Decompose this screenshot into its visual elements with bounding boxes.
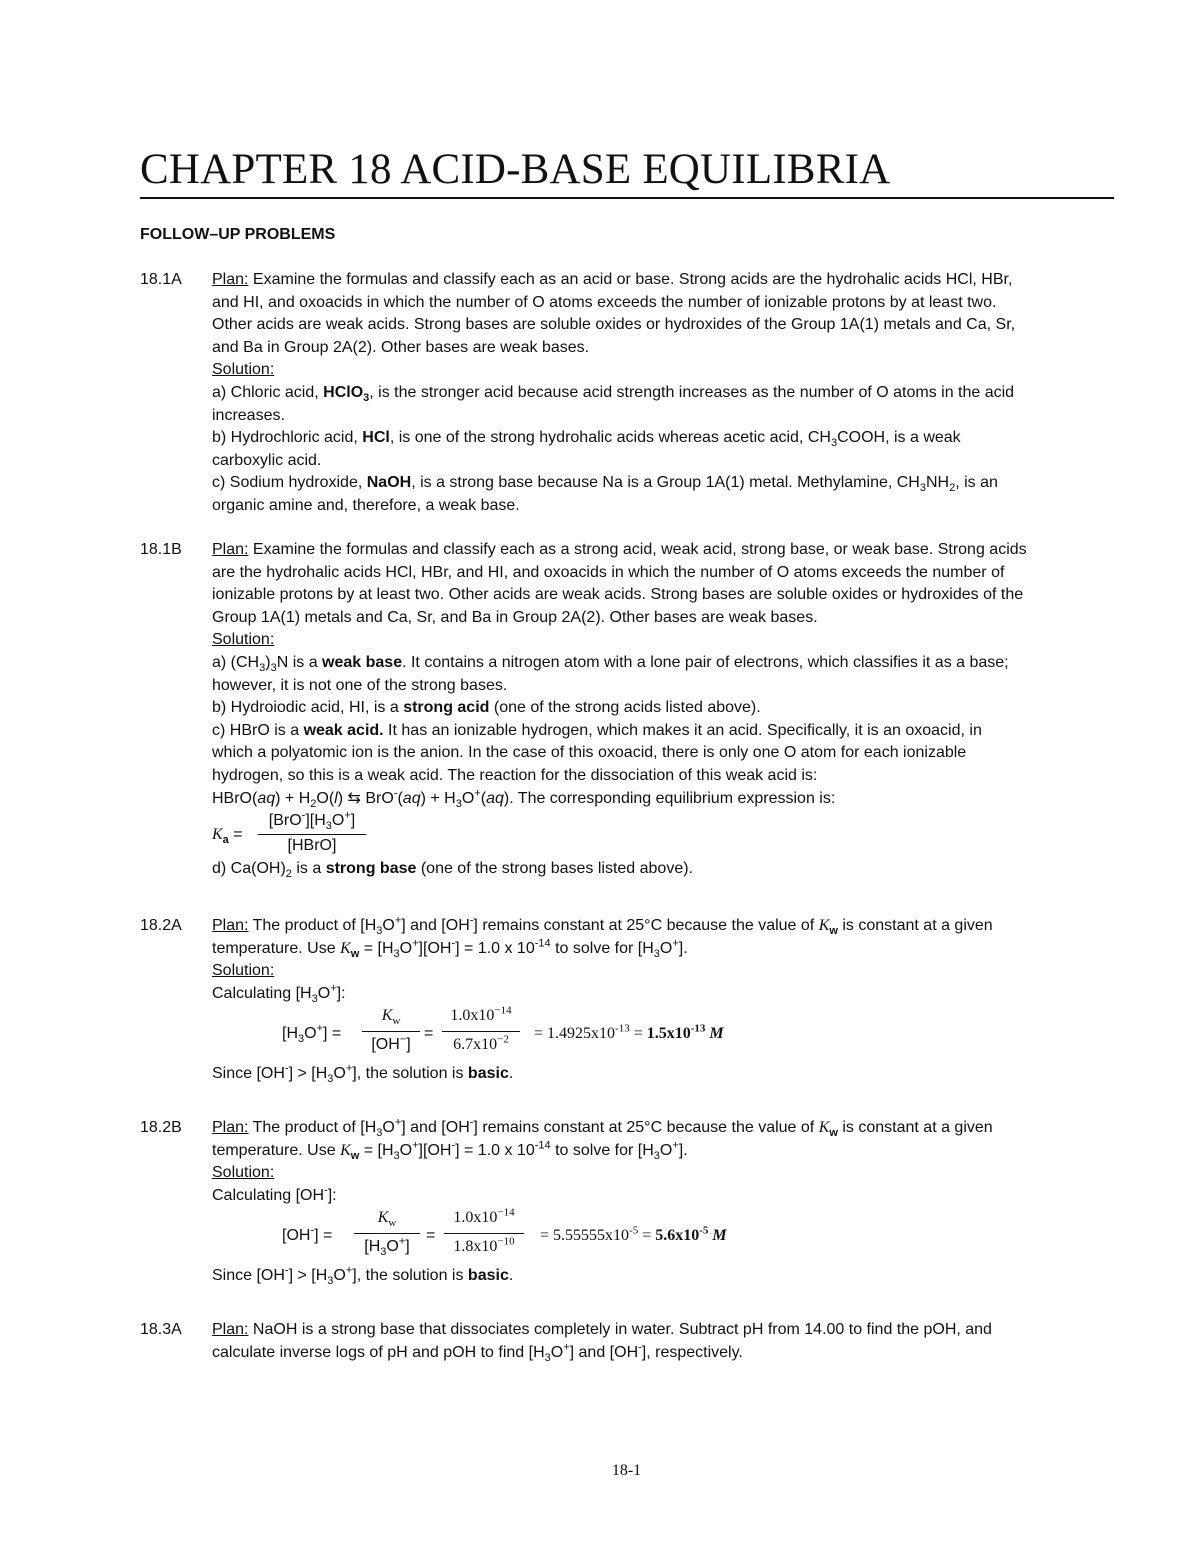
answer-c-cont: hydrogen, so this is a weak acid. The reaction for the dissociation of this weak acid is: — [212, 766, 818, 784]
plan-line — [212, 1319, 1115, 1342]
plan-text: ] remains constant at 25°C because the value of — [473, 1119, 819, 1136]
calculating-line — [212, 1185, 1115, 1208]
plan-line: Group 1A(1) metals and Ca, Sr, and Ba in Group 2A(2). Other bases are weak bases. — [212, 608, 818, 626]
plan-text: O — [659, 939, 673, 957]
answer-text: (one of the strong bases listed above). — [416, 860, 693, 878]
since-text: ] > [H — [288, 1267, 328, 1285]
plan-line — [212, 915, 1115, 938]
reaction-equation — [212, 788, 1115, 811]
superscript: −14 — [494, 1005, 512, 1018]
answer-text: . It contains a nitrogen atom with a lone pair of electrons, which classifies it as a base; — [402, 653, 1009, 671]
superscript: -14 — [534, 1139, 551, 1152]
kw-fraction — [354, 1207, 420, 1258]
reaction-text: ) — [337, 789, 348, 807]
problem-body — [212, 269, 1115, 518]
equation-lhs — [282, 1225, 332, 1248]
superscript: + — [412, 1139, 419, 1152]
answer-text: NH — [925, 474, 950, 492]
unit: M — [712, 1227, 727, 1245]
conclusion: basic — [467, 1065, 509, 1083]
since-text: ] > [H — [288, 1065, 328, 1083]
superscript: + — [563, 1341, 570, 1354]
eq-text: ] = — [314, 1227, 333, 1245]
superscript: - — [451, 937, 456, 950]
answer-text: c) HBrO is a — [212, 721, 304, 739]
eq-text: = 1.4925x10 — [534, 1025, 616, 1043]
answer-text: b) Hydroiodic acid, HI, is a — [212, 699, 404, 717]
answer-text: b) Hydrochloric acid, — [212, 429, 363, 447]
equilibrium-arrow-icon: ⇆ — [347, 789, 361, 807]
fraction-numerator — [362, 1005, 420, 1031]
since-text: Since [OH — [212, 1267, 285, 1285]
calc-text: Calculating [OH — [212, 1186, 325, 1204]
answer-c — [212, 720, 1115, 743]
superscript: − — [399, 1033, 407, 1046]
answer-a-cont: increases. — [212, 406, 285, 424]
superscript: - — [284, 1265, 289, 1278]
ka-num-text: ][H — [305, 812, 326, 830]
h3o-equation — [212, 1005, 1115, 1063]
plan-line — [212, 1117, 1115, 1140]
fraction-denominator — [442, 1031, 520, 1057]
answer-text: a) Chloric acid, — [212, 383, 324, 401]
since-text: O — [333, 1267, 346, 1285]
superscript: + — [345, 1063, 353, 1076]
subscript: w — [388, 1217, 397, 1230]
equals-sign: = — [426, 1227, 436, 1245]
ka-num-text: O — [331, 812, 345, 830]
plan-label: Plan: — [212, 1321, 249, 1338]
final-answer: 1.5x10 — [646, 1025, 691, 1043]
fraction-denominator — [444, 1233, 524, 1259]
problem-number: 18.2B — [140, 1119, 182, 1136]
plan-text: is constant at a given — [837, 1119, 993, 1136]
problem-18-3a — [140, 1319, 1115, 1364]
ka-lhs — [212, 824, 243, 847]
superscript: −10 — [497, 1235, 515, 1248]
subscript: 2 — [285, 868, 292, 881]
answer-text: , is an — [955, 474, 998, 492]
plan-line: are the hydrohalic acids HCl, HBr, and HI, and oxoacids in which the number of O atoms exceeds the number of — [212, 563, 1005, 581]
subscript: a — [222, 834, 229, 847]
superscript: - — [301, 809, 306, 822]
eq-text: O — [304, 1025, 317, 1043]
plan-text: to solve for [H — [550, 1141, 654, 1159]
subscript: 3 — [270, 662, 277, 675]
calc-text: ]: — [336, 984, 346, 1002]
plan-line: and HI, and oxoacids in which the number of O atoms exceeds the number of ionizable protons by at least two. — [212, 293, 997, 311]
plan-text: ][OH — [418, 1141, 452, 1159]
answer-text: It has an ionizable hydrogen, which makes it an acid. Specifically, it is an oxoacid, in — [383, 721, 982, 739]
plan-text: The product of [H — [248, 917, 377, 934]
answer-text: COOH, is a weak — [837, 429, 961, 447]
superscript: + — [316, 1023, 324, 1036]
fraction-denominator — [354, 1233, 420, 1259]
ka-num-text: [BrO — [268, 812, 302, 830]
subscript: 2 — [949, 482, 956, 495]
plan-text: The product of [H — [248, 1119, 377, 1136]
subscript: 3 — [363, 392, 370, 405]
subscript: 3 — [376, 1127, 383, 1140]
equals-sign: = — [228, 826, 243, 844]
subscript: 3 — [380, 1246, 387, 1259]
plan-text: ]. — [678, 1141, 688, 1159]
superscript: - — [310, 1225, 315, 1238]
eq-text: [H — [282, 1025, 298, 1043]
plan-text: ] and [OH — [401, 917, 470, 934]
chapter-title: CHAPTER 18 ACID-BASE EQUILIBRIA — [140, 146, 891, 193]
ka-denominator: [HBrO] — [287, 836, 337, 854]
reaction-text: ) + H — [420, 789, 456, 807]
equation-result — [540, 1225, 727, 1248]
title-rule — [140, 197, 1114, 199]
answer-a — [212, 382, 1115, 405]
answer-c-cont: which a polyatomic ion is the anion. In the case of this oxoacid, there is only one O atom for each ionizable — [212, 744, 967, 762]
plan-line — [212, 1140, 1115, 1163]
superscript: -14 — [534, 937, 551, 950]
subscript: 3 — [298, 1033, 305, 1046]
since-text: O — [333, 1065, 346, 1083]
plan-text: ]. — [678, 939, 688, 957]
reaction-text: O( — [316, 789, 335, 807]
problem-18-2a — [140, 915, 1115, 1086]
solution-label: Solution: — [212, 962, 275, 980]
answer-text: is a — [291, 860, 326, 878]
superscript: −14 — [497, 1207, 515, 1220]
ka-expression — [212, 810, 1115, 858]
plan-line: and Ba in Group 2A(2). Other bases are weak bases. — [212, 338, 590, 356]
plan-line: ionizable protons by at least two. Other acids are weak acids. Strong bases are soluble oxides or hydroxides of the — [212, 586, 1024, 604]
eq-text: ] = — [323, 1025, 342, 1043]
plan-text: ], respectively. — [641, 1343, 743, 1361]
formula: NaOH — [366, 474, 412, 492]
fraction-numerator — [444, 1207, 524, 1233]
answer-text: a) (CH — [212, 653, 260, 671]
plan-text: O — [382, 917, 395, 934]
since-text: . — [508, 1267, 514, 1285]
ka-symbol: K — [212, 826, 223, 844]
plan-text: ] and [OH — [401, 1119, 470, 1136]
subscript: 3 — [919, 482, 926, 495]
calc-text: O — [317, 984, 331, 1002]
state: aq — [257, 789, 276, 807]
subscript: 2 — [310, 797, 317, 810]
answer-text: , is a strong base because Na is a Group 1A(1) metal. Methylamine, CH — [411, 474, 920, 492]
reaction-text: ). The corresponding equilibrium expression is: — [503, 789, 836, 807]
ka-fraction — [258, 810, 366, 857]
problem-body — [212, 1319, 1115, 1364]
oh-equation — [212, 1207, 1115, 1265]
subscript: 3 — [376, 925, 383, 938]
plan-line — [212, 539, 1115, 562]
plan-line — [212, 269, 1115, 292]
superscript: + — [412, 937, 419, 950]
problem-number: 18.1B — [140, 541, 182, 558]
superscript: + — [474, 787, 481, 800]
superscript: -13 — [690, 1023, 706, 1036]
solution-label: Solution: — [212, 1164, 275, 1182]
plan-text: = [H — [359, 939, 394, 957]
eq-text: = 5.55555x10 — [540, 1227, 630, 1245]
state: aq — [402, 789, 421, 807]
state: l — [334, 789, 338, 807]
eq-text: = — [638, 1227, 656, 1245]
answer-a-cont: however, it is not one of the strong bases. — [212, 676, 508, 694]
calc-text: ]: — [327, 1186, 337, 1204]
subscript: 3 — [393, 947, 400, 960]
plan-text: calculate inverse logs of pH and pOH to find [H — [212, 1343, 545, 1361]
answer-text: c) Sodium hydroxide, — [212, 474, 367, 492]
problem-number: 18.1A — [140, 271, 182, 288]
subscript: w — [829, 1127, 838, 1140]
plan-text: ] and [OH — [569, 1343, 639, 1361]
plan-text: O — [399, 939, 413, 957]
subscript: w — [350, 1149, 360, 1162]
superscript: + — [345, 1265, 353, 1278]
since-line — [212, 1265, 1115, 1288]
answer-b — [212, 427, 1115, 450]
superscript: - — [451, 1139, 456, 1152]
problem-body — [212, 1117, 1115, 1288]
solution-label: Solution: — [212, 361, 275, 379]
plan-text: temperature. Use — [212, 939, 341, 957]
eq-text: ] — [405, 1237, 410, 1255]
superscript: - — [284, 1063, 289, 1076]
page-number: 18-1 — [611, 1462, 642, 1479]
answer-text: N is a — [276, 653, 323, 671]
superscript: + — [330, 982, 337, 995]
plan-label: Plan: — [212, 541, 249, 558]
superscript: - — [393, 787, 398, 800]
plan-text: O — [659, 1141, 673, 1159]
eq-text: [OH — [282, 1227, 311, 1245]
ka-num-text: ] — [350, 812, 356, 830]
plan-text: Examine the formulas and classify each as a strong acid, weak acid, strong base, or weak base. Strong acids — [248, 541, 1027, 558]
subscript: 3 — [311, 992, 318, 1005]
superscript: - — [324, 1184, 328, 1197]
reaction-text: ) + H — [275, 789, 311, 807]
since-line — [212, 1063, 1115, 1086]
ka-numerator — [258, 810, 366, 835]
plan-text: to solve for [H — [550, 939, 654, 957]
kw-symbol: K — [818, 917, 830, 934]
classification: weak base — [322, 653, 403, 671]
kw-symbol: K — [340, 1141, 351, 1159]
answer-c — [212, 472, 1115, 495]
superscript: - — [638, 1341, 642, 1354]
eq-text: [OH — [371, 1035, 400, 1053]
problem-number: 18.3A — [140, 1321, 182, 1338]
problem-18-2b — [140, 1117, 1115, 1288]
superscript: −2 — [497, 1033, 509, 1046]
kw-symbol: K — [340, 939, 351, 957]
superscript: - — [469, 1116, 474, 1129]
answer-a — [212, 652, 1115, 675]
formula: HClO — [323, 383, 364, 401]
superscript: + — [394, 914, 402, 927]
kw-symbol: K — [377, 1209, 389, 1227]
answer-text: , is the stronger acid because acid strength increases as the number of O atoms in the acid — [369, 383, 1015, 401]
plan-text: ] remains constant at 25°C because the value of — [473, 917, 819, 934]
reaction-text: O — [461, 789, 475, 807]
superscript: + — [672, 1139, 679, 1152]
answer-b-cont: carboxylic acid. — [212, 451, 322, 469]
superscript: -5 — [699, 1225, 709, 1238]
problem-body — [212, 539, 1115, 881]
superscript: + — [344, 809, 351, 822]
eq-text: 1.8x10 — [453, 1237, 498, 1255]
kw-symbol: K — [381, 1007, 393, 1025]
plan-text: Examine the formulas and classify each as an acid or base. Strong acids are the hydrohalic acids HCl, HBr, — [248, 271, 1013, 288]
subscript: 3 — [653, 1149, 660, 1162]
eq-text: ] — [406, 1035, 411, 1053]
plan-text: temperature. Use — [212, 1141, 341, 1159]
plan-text: ] = 1.0 x 10 — [455, 939, 535, 957]
superscript: -13 — [615, 1023, 630, 1036]
answer-b — [212, 697, 1115, 720]
superscript: -5 — [629, 1225, 639, 1238]
since-text: ], the solution is — [352, 1267, 468, 1285]
conclusion: basic — [467, 1267, 509, 1285]
plan-text: O — [382, 1119, 395, 1136]
calc-text: Calculating [H — [212, 984, 312, 1002]
classification: strong acid — [403, 699, 490, 717]
value-fraction — [444, 1207, 524, 1258]
equation-result — [534, 1023, 724, 1046]
subscript: 3 — [653, 947, 660, 960]
plan-label: Plan: — [212, 1119, 249, 1136]
plan-text: ][OH — [418, 939, 452, 957]
section-heading: FOLLOW–UP PROBLEMS — [140, 226, 336, 243]
since-text: . — [508, 1065, 514, 1083]
subscript: 3 — [327, 1275, 334, 1288]
problem-18-1b — [140, 539, 1115, 881]
classification: strong base — [325, 860, 417, 878]
eq-text: = — [629, 1025, 647, 1043]
value-fraction — [442, 1005, 520, 1056]
plan-text: NaOH is a strong base that dissociates completely in water. Subtract pH from 14.00 to find the pOH, and — [248, 1321, 992, 1338]
plan-label: Plan: — [212, 917, 249, 934]
answer-text: ) — [265, 653, 271, 671]
subscript: 3 — [325, 820, 332, 833]
kw-fraction — [362, 1005, 420, 1056]
superscript: + — [398, 1235, 406, 1248]
since-text: ], the solution is — [352, 1065, 468, 1083]
subscript: 3 — [259, 662, 266, 675]
superscript: + — [394, 1116, 402, 1129]
subscript: w — [350, 947, 360, 960]
plan-text: ] = 1.0 x 10 — [455, 1141, 535, 1159]
formula: HCl — [362, 429, 390, 447]
plan-line: Other acids are weak acids. Strong bases are soluble oxides or hydroxides of the Group 1A(1) metals and Ca, Sr, — [212, 316, 1016, 334]
subscript: w — [829, 925, 838, 938]
plan-text: = [H — [359, 1141, 394, 1159]
fraction-denominator — [362, 1031, 420, 1057]
answer-text: (one of the strong acids listed above). — [489, 699, 761, 717]
subscript: 3 — [830, 437, 838, 450]
calculating-line — [212, 983, 1115, 1006]
eq-text: [H — [364, 1237, 381, 1255]
reaction-text: ( — [397, 789, 403, 807]
problem-body — [212, 915, 1115, 1086]
eq-text: 6.7x10 — [453, 1035, 498, 1053]
subscript: 3 — [327, 1073, 334, 1086]
unit: M — [709, 1025, 724, 1043]
answer-text: , is one of the strong hydrohalic acids whereas acetic acid, CH — [389, 429, 831, 447]
equation-lhs — [282, 1023, 341, 1046]
subscript: w — [392, 1015, 401, 1028]
problem-number: 18.2A — [140, 917, 182, 934]
plan-label: Plan: — [212, 271, 249, 288]
reaction-text: BrO — [360, 789, 394, 807]
answer-d — [212, 858, 1115, 881]
superscript: - — [469, 914, 474, 927]
plan-text: O — [550, 1343, 564, 1361]
plan-line — [212, 938, 1115, 961]
answer-text: d) Ca(OH) — [212, 860, 286, 878]
subscript: 3 — [393, 1149, 400, 1162]
eq-text: O — [386, 1237, 399, 1255]
reaction-text: ( — [480, 789, 487, 807]
answer-c-cont: organic amine and, therefore, a weak base. — [212, 496, 520, 514]
subscript: 3 — [544, 1351, 551, 1364]
equals-sign: = — [424, 1025, 434, 1043]
reaction-text: HBrO( — [212, 789, 258, 807]
plan-text: O — [399, 1141, 413, 1159]
plan-line — [212, 1342, 1115, 1365]
plan-text: is constant at a given — [837, 917, 993, 934]
subscript: 3 — [455, 797, 462, 810]
superscript: + — [672, 937, 679, 950]
problem-18-1a — [140, 269, 1115, 518]
solution-label: Solution: — [212, 631, 275, 649]
eq-text: 1.0x10 — [453, 1209, 498, 1227]
final-answer: 5.6x10 — [655, 1227, 700, 1245]
kw-symbol: K — [818, 1119, 830, 1136]
eq-text: 1.0x10 — [450, 1007, 495, 1025]
since-text: Since [OH — [212, 1065, 285, 1083]
state: aq — [486, 789, 504, 807]
classification: weak acid. — [303, 721, 384, 739]
fraction-numerator — [354, 1207, 420, 1233]
fraction-numerator — [442, 1005, 520, 1031]
